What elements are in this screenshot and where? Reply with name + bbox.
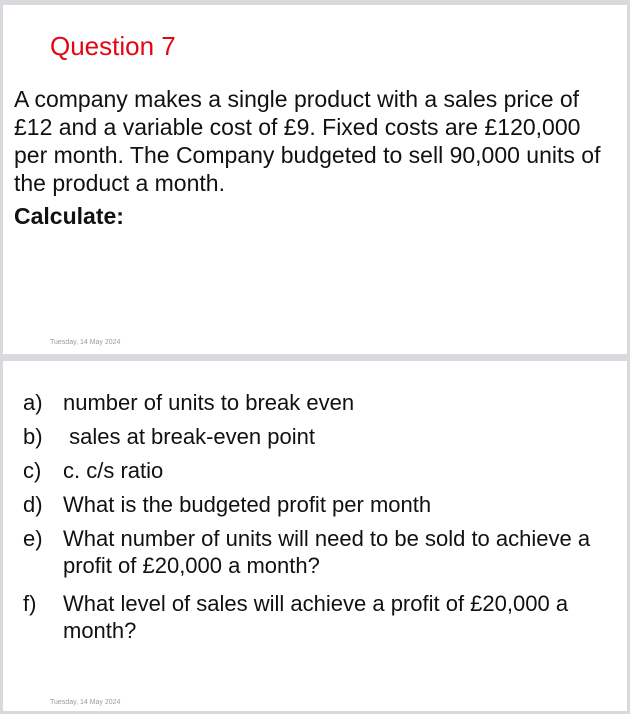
list-item [23, 590, 613, 644]
slide-date: Tuesday, 14 May 2024 [50, 699, 121, 706]
part-text: What is the budgeted profit per month [63, 492, 432, 517]
slide-question-parts [3, 361, 627, 711]
list-item [23, 423, 613, 450]
part-letter: b) [23, 424, 43, 449]
part-text: What number of units will need to be sold to achieve a profit of £20,000 a month? [63, 526, 591, 578]
list-item [23, 457, 613, 484]
part-text: sales at break-even point [63, 424, 315, 449]
question-parts-list [23, 389, 613, 651]
slide-date: Tuesday, 14 May 2024 [50, 339, 121, 346]
part-text: number of units to break even [63, 390, 355, 415]
list-item [23, 491, 613, 518]
part-letter: a) [23, 390, 43, 415]
part-text: c. c/s ratio [63, 458, 164, 483]
list-item [23, 525, 613, 579]
question-body: A company makes a single product with a sales price of £12 and a variable cost of £9. Fixed costs are £120,000 per month. The Company budgeted to sell 90,000 units of the product a month. [14, 86, 601, 196]
slide-question-7 [3, 5, 627, 354]
part-letter: c) [23, 458, 42, 483]
part-letter: d) [23, 492, 43, 517]
list-item [23, 389, 613, 416]
question-title: Question 7 [50, 31, 176, 61]
part-letter: e) [23, 526, 43, 551]
calculate-heading: Calculate: [14, 203, 124, 229]
part-text: What level of sales will achieve a profit of £20,000 a month? [63, 591, 569, 643]
part-letter: f) [23, 591, 37, 616]
